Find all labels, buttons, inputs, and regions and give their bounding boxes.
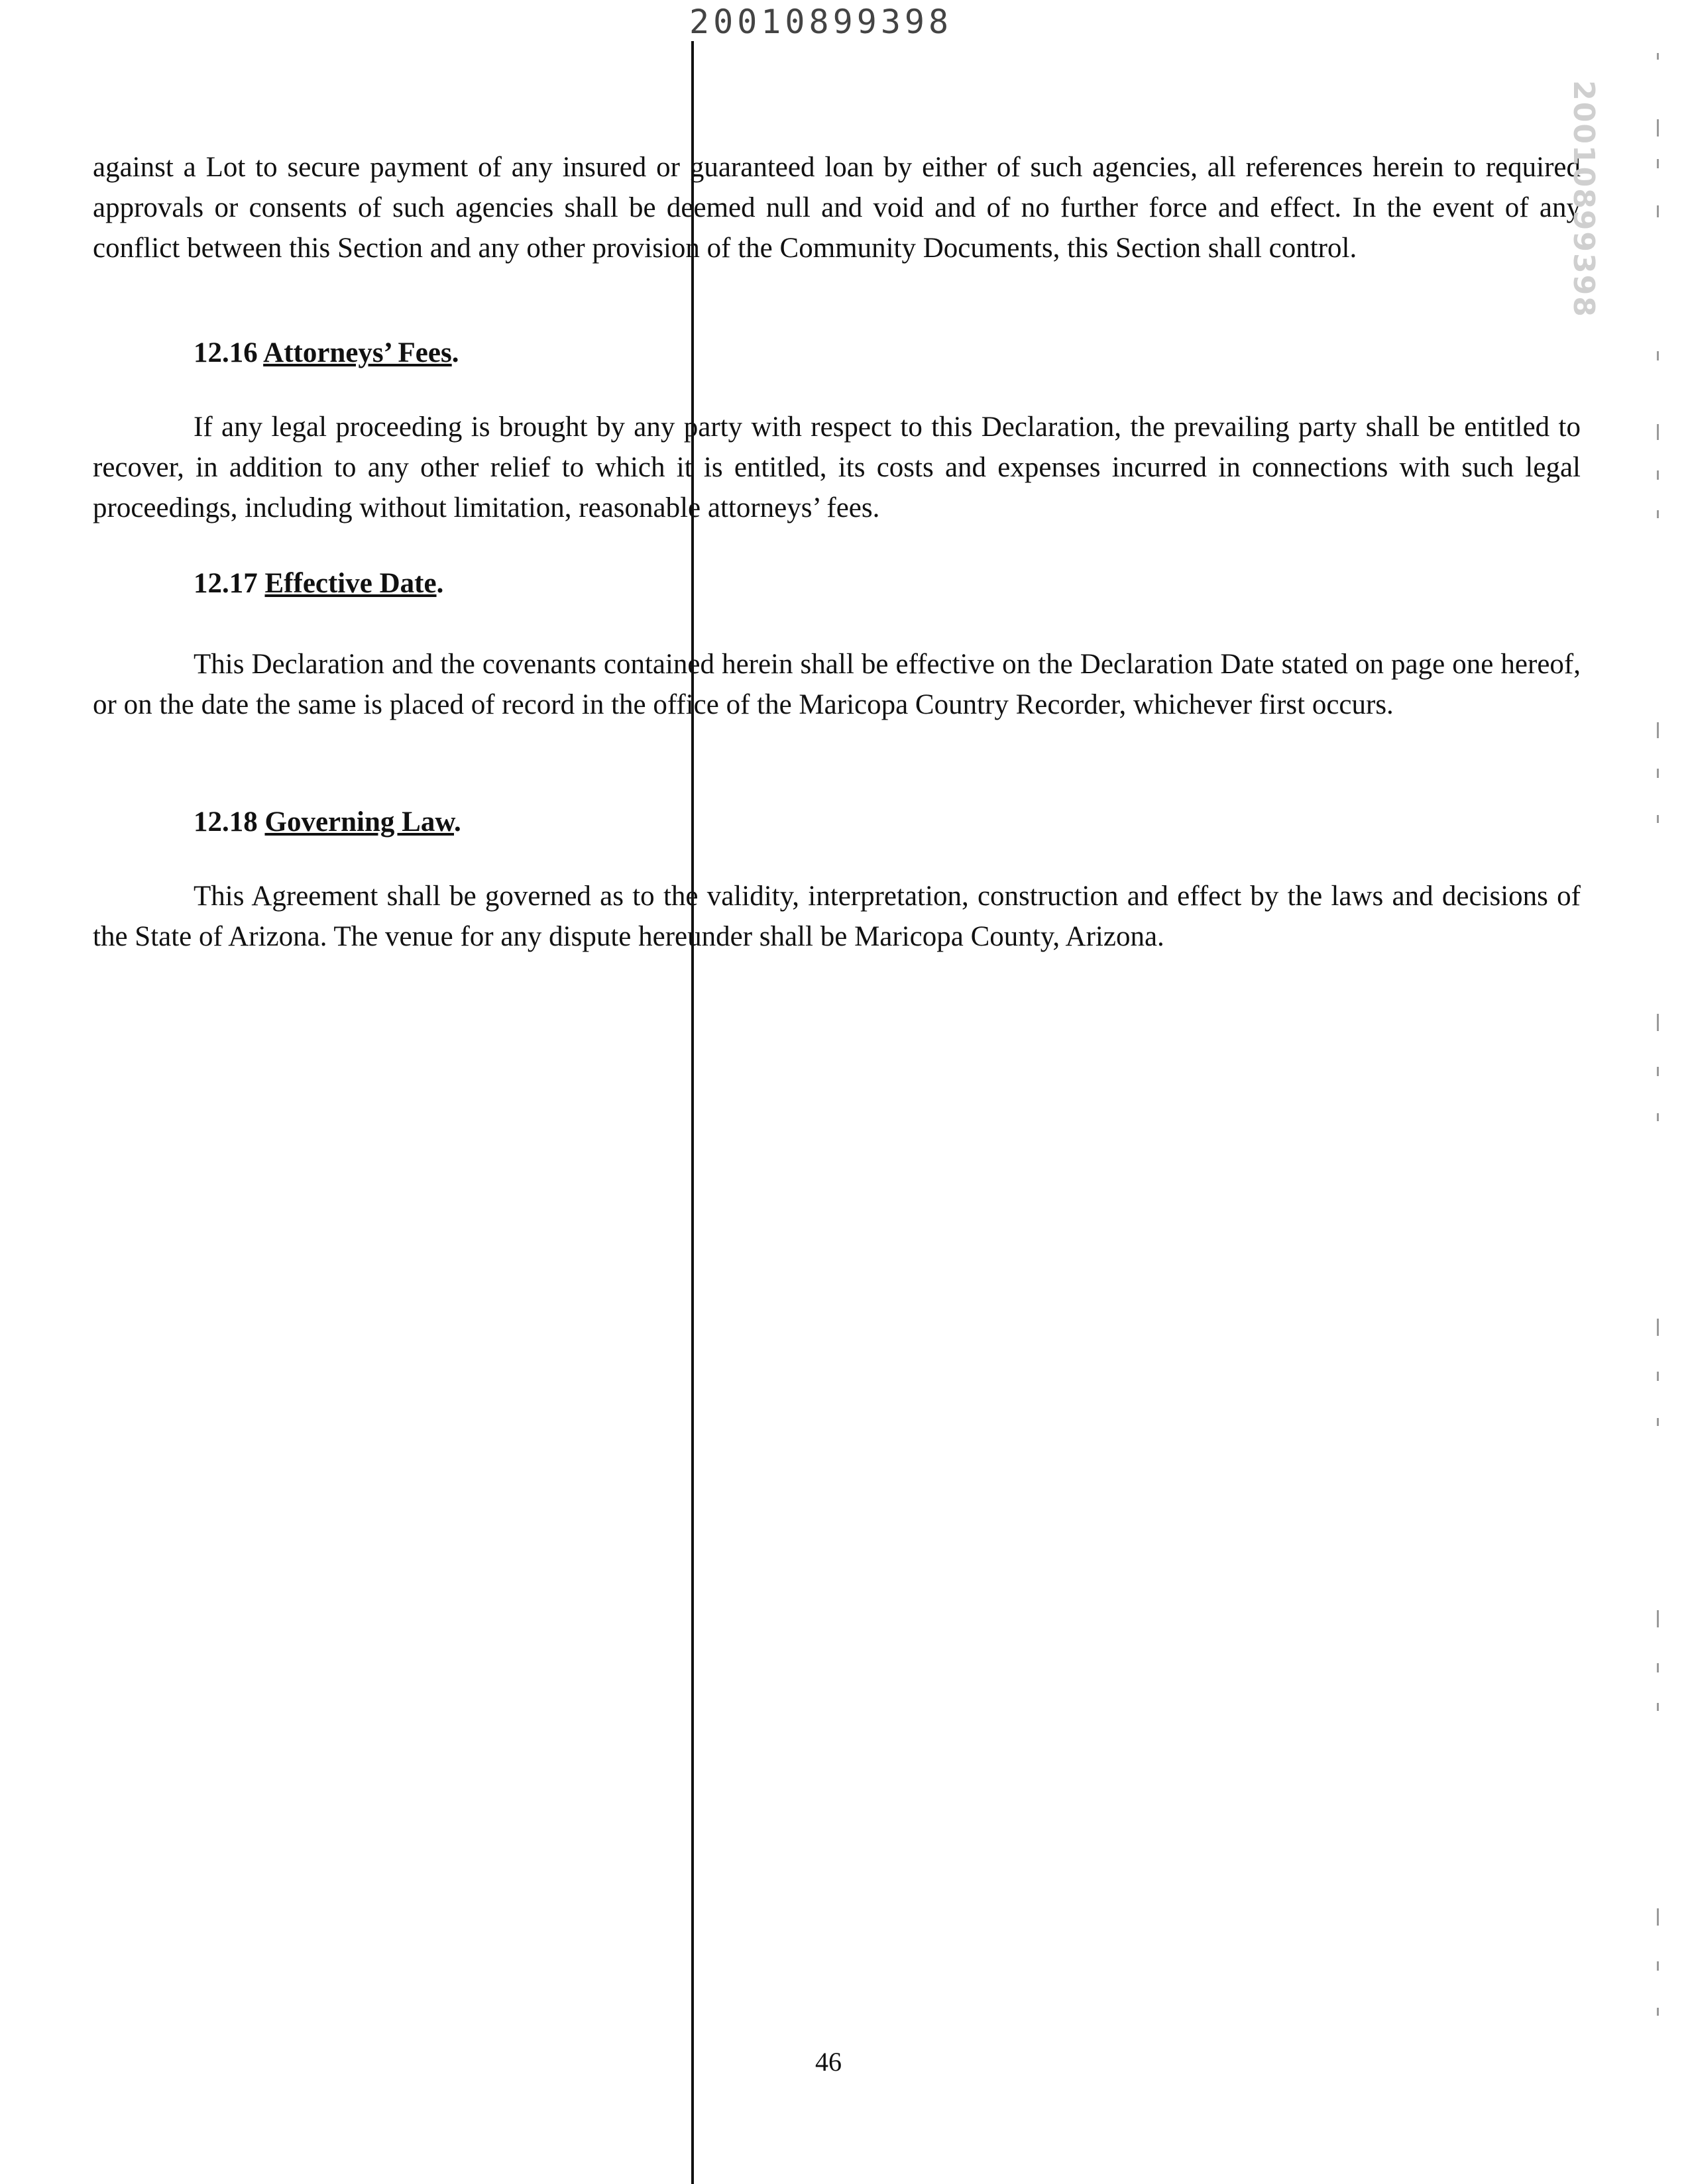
document-number: 20010899398 [689,3,953,41]
section-title: Governing Law [264,806,455,838]
section-title: Attorneys’ Fees [263,337,452,368]
scan-mark [1657,1703,1659,1711]
page-center-line [691,41,694,2184]
section-title-end: . [436,568,444,599]
paragraph-attorneys-fees: If any legal proceeding is brought by any party with respect to this Declaration, the prevailing party shall be entitled to recover, in addition to any other relief to which it is entitled, its costs and expenses incurred in connections with such legal proceedings, including without limitation, reasonable attorneys’ fees. [93,411,1581,523]
scan-mark [1657,815,1659,823]
section-number: 12.16 [194,337,258,368]
scan-mark [1657,722,1659,738]
scan-mark [1657,351,1659,360]
scan-mark [1657,1663,1659,1672]
paragraph-effective-date: This Declaration and the covenants contained herein shall be effective on the Declaration Date stated on page one hereof, or on the date the same is placed of record in the office of the Maricopa Country Recorder, whichever first occurs. [93,649,1581,720]
scan-mark [1657,1418,1659,1426]
side-stamp-text: 20010899398 [1566,80,1601,318]
scan-mark [1657,769,1659,778]
scan-mark [1657,424,1659,440]
scan-mark [1657,1908,1659,1926]
heading-12-17 [194,563,443,604]
scan-mark [1657,1014,1659,1031]
page-number: 46 [815,2047,842,2077]
scan-mark [1657,1961,1659,1971]
section-title-end: . [451,337,459,368]
heading-12-16 [194,333,459,373]
paragraph-governing-law: This Agreement shall be governed as to the validity, interpretation, construction and effect by the laws and decisions of the State of Arizona. The venue for any dispute hereunder shall be Maricopa County, Arizona. [93,881,1581,952]
scan-mark [1657,205,1659,217]
scan-mark [1657,1067,1659,1076]
scan-mark [1657,1113,1659,1121]
section-number: 12.18 [194,806,258,838]
scan-mark [1657,53,1659,60]
section-number: 12.17 [194,568,258,599]
section-title-end: . [454,806,461,838]
scan-mark [1657,510,1659,518]
side-recording-stamp [1566,80,1601,318]
scan-mark [1657,1372,1659,1381]
scan-mark [1657,1610,1659,1627]
scan-mark [1657,119,1659,136]
scan-mark [1657,470,1659,480]
heading-12-18 [194,802,461,842]
scan-mark [1657,1319,1659,1336]
paragraph-continuation: against a Lot to secure payment of any insured or guaranteed loan by either of such agencies, all references herein to required approvals or consents of such agencies shall be deemed null and void and of no further force and effect. In the event of any conflict between this Section and any other provision of the Community Documents, this Section shall control. [93,152,1581,264]
scan-mark [1657,159,1659,168]
section-title: Effective Date [264,568,437,599]
scan-mark [1657,2008,1659,2016]
scan-margin-marks [1657,0,1677,2184]
